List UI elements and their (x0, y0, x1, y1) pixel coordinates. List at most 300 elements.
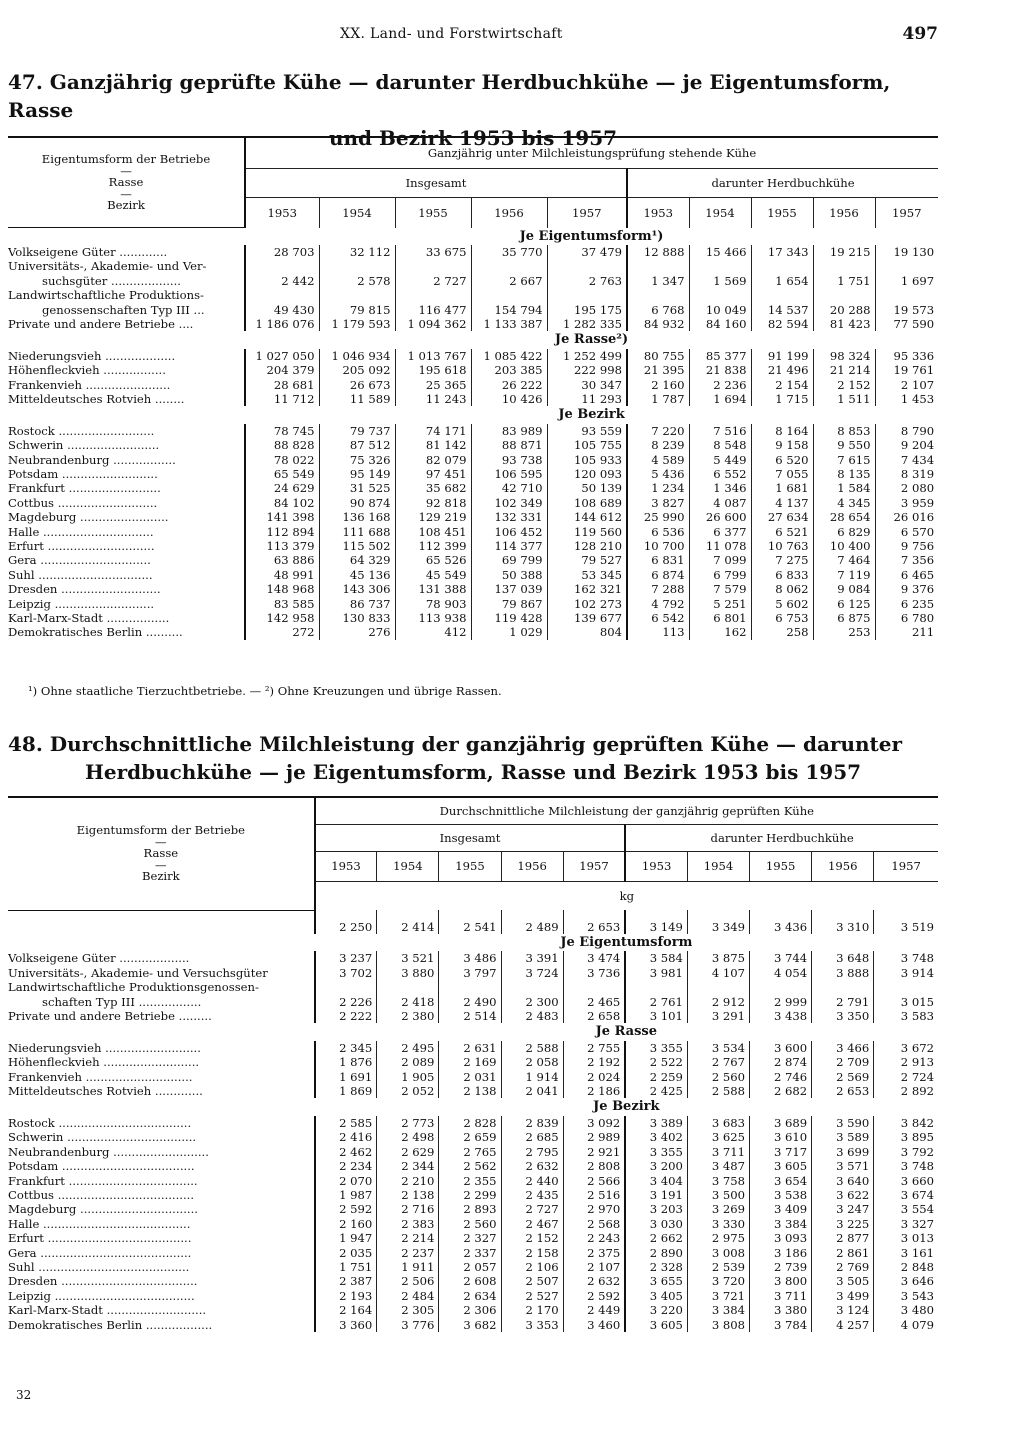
year-header: 1955 (751, 198, 813, 228)
cell-value: 80 755 (627, 349, 689, 363)
cell-value: 1 911 (377, 1260, 439, 1274)
cell-value: 11 243 (395, 392, 471, 406)
row-label: Cottbus ..................................... (8, 1187, 195, 1202)
cell-value: 20 288 (813, 303, 875, 317)
row-label: Suhl ......................................... (8, 1259, 190, 1274)
cell-value: 2 418 (377, 995, 439, 1009)
cell-value: 26 600 (689, 510, 751, 524)
group-header-herdbuch: darunter Herdbuchkühe (625, 825, 938, 852)
cell-value: 2 442 (245, 274, 319, 288)
table-row (8, 1274, 938, 1288)
cell-value: 8 790 (875, 424, 938, 438)
cell-value: 3 519 (874, 910, 938, 934)
year-header: 1955 (395, 198, 471, 228)
row-label: schaften Typ III ................. (42, 994, 202, 1009)
row-label: Demokratisches Berlin .......... (8, 625, 183, 640)
cell-value: 2 449 (563, 1303, 625, 1317)
row-label: Potsdam .......................... (8, 467, 158, 481)
cell-value: 8 319 (875, 467, 938, 481)
cell-value: 162 321 (547, 582, 627, 596)
row-label: Universitäts-, Akademie- und Ver- (8, 259, 207, 274)
cell-value: 106 595 (471, 467, 547, 481)
cell-value: 272 (245, 625, 319, 639)
cell-value (501, 980, 563, 994)
cell-value: 2 727 (501, 1202, 563, 1216)
cell-value: 3 436 (750, 910, 812, 934)
cell-value: 102 349 (471, 496, 547, 510)
cell-value: 53 345 (547, 568, 627, 582)
year-header: 1957 (563, 852, 625, 882)
cell-value: 78 022 (245, 453, 319, 467)
stub-header (8, 137, 245, 228)
table-row (8, 1070, 938, 1084)
cell-value (395, 259, 471, 273)
cell-value (377, 980, 439, 994)
cell-value: 3 092 (563, 1116, 625, 1130)
cell-value: 3 702 (315, 966, 377, 980)
row-label: Suhl ............................... (8, 567, 153, 582)
table-row (8, 1055, 938, 1069)
cell-value: 113 (627, 625, 689, 639)
cell-value: 2 765 (439, 1145, 501, 1159)
table-row (8, 424, 938, 438)
cell-value: 2 138 (439, 1084, 501, 1098)
cell-value: 3 327 (874, 1217, 938, 1231)
cell-value: 2 305 (377, 1303, 439, 1317)
table-row (8, 303, 938, 317)
cell-value: 2 769 (812, 1260, 874, 1274)
cell-value: 2 193 (315, 1289, 377, 1303)
cell-value: 3 590 (812, 1116, 874, 1130)
cell-value: 1 133 387 (471, 317, 547, 331)
cell-value: 2 222 (315, 1009, 377, 1023)
cell-value: 25 990 (627, 510, 689, 524)
cell-value: 3 505 (812, 1274, 874, 1288)
cell-value: 10 426 (471, 392, 547, 406)
cell-value: 253 (813, 625, 875, 639)
cell-value: 2 164 (315, 1303, 377, 1317)
cell-value: 2 566 (563, 1174, 625, 1188)
cell-value: 10 700 (627, 539, 689, 553)
cell-value: 32 112 (319, 245, 395, 259)
cell-value: 222 998 (547, 363, 627, 377)
year-header: 1955 (750, 852, 812, 882)
cell-value: 113 938 (395, 611, 471, 625)
table-row (8, 1145, 938, 1159)
cell-value: 3 797 (439, 966, 501, 980)
cell-value: 5 449 (689, 453, 751, 467)
table-row (8, 378, 938, 392)
cell-value: 6 874 (627, 568, 689, 582)
year-header: 1953 (245, 198, 319, 228)
table-row (8, 1318, 938, 1332)
row-label: Dresden ..................................... (8, 1274, 198, 1289)
cell-value: 3 605 (750, 1159, 812, 1173)
table-row (8, 553, 938, 567)
cell-value: 1 947 (315, 1231, 377, 1245)
cell-value: 2 989 (563, 1130, 625, 1144)
cell-value: 2 169 (439, 1055, 501, 1069)
section-heading-row (8, 228, 938, 245)
table-row-total (8, 910, 938, 934)
cell-value: 2 070 (315, 1174, 377, 1188)
cell-value: 3 360 (315, 1318, 377, 1332)
table-48-title (8, 730, 938, 786)
row-label: Rostock .................................... (8, 1115, 192, 1130)
table-47-footnote: ¹) Ohne staatliche Tierzuchtbetriebe. — ²) Ohne Kreuzungen und übrige Rassen. (28, 684, 502, 698)
cell-value: 112 894 (245, 525, 319, 539)
table-row (8, 1009, 938, 1023)
cell-value: 97 451 (395, 467, 471, 481)
cell-value: 6 536 (627, 525, 689, 539)
group-header-insgesamt: Insgesamt (315, 825, 626, 852)
cell-value: 26 016 (875, 510, 938, 524)
cell-value: 3 880 (377, 966, 439, 980)
table-row (8, 453, 938, 467)
cell-value: 3 521 (377, 951, 439, 965)
cell-value: 3 717 (750, 1145, 812, 1159)
cell-value: 3 384 (687, 1303, 749, 1317)
cell-value: 79 815 (319, 303, 395, 317)
cell-value: 3 655 (625, 1274, 687, 1288)
year-header: 1957 (875, 198, 938, 228)
cell-value: 2 089 (377, 1055, 439, 1069)
cell-value: 7 434 (875, 453, 938, 467)
cell-value (750, 980, 812, 994)
cell-value: 129 219 (395, 510, 471, 524)
cell-value: 2 632 (501, 1159, 563, 1173)
cell-value: 9 158 (751, 438, 813, 452)
cell-value: 10 049 (689, 303, 751, 317)
cell-value: 128 210 (547, 539, 627, 553)
cell-value: 2 890 (625, 1246, 687, 1260)
cell-value: 6 125 (813, 597, 875, 611)
cell-value: 6 542 (627, 611, 689, 625)
cell-value: 25 365 (395, 378, 471, 392)
cell-value: 65 526 (395, 553, 471, 567)
cell-value (439, 980, 501, 994)
cell-value: 105 755 (547, 438, 627, 452)
table-row (8, 349, 938, 363)
table-row (8, 1231, 938, 1245)
cell-value: 7 288 (627, 582, 689, 596)
cell-value: 2 489 (501, 910, 563, 934)
cell-value: 30 347 (547, 378, 627, 392)
cell-value (625, 980, 687, 994)
cell-value: 113 379 (245, 539, 319, 553)
cell-value: 2 299 (439, 1188, 501, 1202)
row-label: Erfurt ....................................... (8, 1231, 192, 1246)
cell-value: 3 534 (687, 1041, 749, 1055)
cell-value (812, 980, 874, 994)
cell-value: 7 464 (813, 553, 875, 567)
cell-value: 132 331 (471, 510, 547, 524)
cell-value: 3 674 (874, 1188, 938, 1202)
cell-value: 2 709 (812, 1055, 874, 1069)
cell-value: 2 913 (874, 1055, 938, 1069)
cell-value: 2 234 (315, 1159, 377, 1173)
cell-value: 8 548 (689, 438, 751, 452)
cell-value: 3 720 (687, 1274, 749, 1288)
cell-value: 11 589 (319, 392, 395, 406)
cell-value: 3 683 (687, 1116, 749, 1130)
row-label: Magdeburg ........................ (8, 510, 169, 525)
cell-value: 2 170 (501, 1303, 563, 1317)
cell-value: 6 833 (751, 568, 813, 582)
cell-value: 2 041 (501, 1084, 563, 1098)
cell-value: 2 746 (750, 1070, 812, 1084)
cell-value: 2 892 (874, 1084, 938, 1098)
cell-value: 2 355 (439, 1174, 501, 1188)
cell-value: 2 861 (812, 1246, 874, 1260)
cell-value: 205 092 (319, 363, 395, 377)
cell-value: 2 440 (501, 1174, 563, 1188)
cell-value: 2 592 (315, 1202, 377, 1216)
row-label: Magdeburg ................................ (8, 1202, 198, 1217)
cell-value: 4 079 (874, 1318, 938, 1332)
cell-value: 3 682 (439, 1318, 501, 1332)
cell-value: 3 355 (625, 1041, 687, 1055)
cell-value: 19 573 (875, 303, 938, 317)
cell-value: 3 583 (874, 1009, 938, 1023)
table-row (8, 582, 938, 596)
year-header: 1957 (547, 198, 627, 228)
cell-value: 2 259 (625, 1070, 687, 1084)
cell-value: 2 839 (501, 1116, 563, 1130)
cell-value: 2 970 (563, 1202, 625, 1216)
cell-value: 3 486 (439, 951, 501, 965)
table-row (8, 317, 938, 331)
cell-value: 6 520 (751, 453, 813, 467)
cell-value: 1 453 (875, 392, 938, 406)
year-header: 1953 (627, 198, 689, 228)
cell-value: 1 511 (813, 392, 875, 406)
cell-value: 3 350 (812, 1009, 874, 1023)
cell-value: 143 306 (319, 582, 395, 596)
cell-value: 1 697 (875, 274, 938, 288)
row-label: Höhenfleckvieh .......................... (8, 1055, 200, 1070)
cell-value: 1 914 (501, 1070, 563, 1084)
stub-header-dash: — (120, 187, 132, 201)
cell-value: 3 571 (812, 1159, 874, 1173)
cell-value: 3 391 (501, 951, 563, 965)
row-label: Neubrandenburg ................. (8, 452, 176, 467)
cell-value: 3 784 (750, 1318, 812, 1332)
cell-value (315, 980, 377, 994)
cell-value: 1 027 050 (245, 349, 319, 363)
cell-value: 106 452 (471, 525, 547, 539)
cell-value: 2 192 (563, 1055, 625, 1069)
year-header: 1954 (377, 852, 439, 882)
cell-value: 2 380 (377, 1009, 439, 1023)
cell-value: 141 398 (245, 510, 319, 524)
cell-value (689, 288, 751, 302)
section-heading-stub (8, 1098, 315, 1115)
cell-value: 90 874 (319, 496, 395, 510)
row-label: Landwirtschaftliche Produktionsgenossen- (8, 980, 259, 995)
cell-value: 17 343 (751, 245, 813, 259)
cell-value: 2 484 (377, 1289, 439, 1303)
cell-value: 3 622 (812, 1188, 874, 1202)
stub-header-line1: Eigentumsform der Betriebe (76, 823, 246, 838)
stub-header-dash: — (120, 164, 132, 178)
row-label: Demokratisches Berlin .................. (8, 1317, 213, 1332)
cell-value: 3 808 (687, 1318, 749, 1332)
cell-value: 63 886 (245, 553, 319, 567)
cell-value: 1 094 362 (395, 317, 471, 331)
cell-value: 1 234 (627, 481, 689, 495)
table-row (8, 510, 938, 524)
cell-value: 3 149 (625, 910, 687, 934)
table-row (8, 980, 938, 994)
cell-value: 108 451 (395, 525, 471, 539)
cell-value: 3 438 (750, 1009, 812, 1023)
cell-value: 4 087 (689, 496, 751, 510)
cell-value: 2 490 (439, 995, 501, 1009)
cell-value: 3 402 (625, 1130, 687, 1144)
row-label: Frankfurt ................................... (8, 1173, 198, 1188)
table-48-title-line2: Herdbuchkühe — je Eigentumsform, Rasse und Bezirk 1953 bis 1957 (84, 760, 862, 784)
cell-value: 2 631 (439, 1041, 501, 1055)
cell-value: 6 875 (813, 611, 875, 625)
table-47 (8, 136, 938, 640)
cell-value: 120 093 (547, 467, 627, 481)
cell-value: 2 080 (875, 481, 938, 495)
cell-value: 28 703 (245, 245, 319, 259)
cell-value (547, 288, 627, 302)
cell-value: 7 220 (627, 424, 689, 438)
cell-value: 2 467 (501, 1217, 563, 1231)
cell-value (395, 288, 471, 302)
cell-value: 6 377 (689, 525, 751, 539)
cell-value: 2 344 (377, 1159, 439, 1173)
cell-value: 2 383 (377, 1217, 439, 1231)
unit-label: kg (315, 882, 938, 911)
cell-value: 6 465 (875, 568, 938, 582)
running-head (0, 26, 1024, 46)
cell-value: 2 653 (812, 1084, 874, 1098)
cell-value: 5 602 (751, 597, 813, 611)
cell-value: 26 222 (471, 378, 547, 392)
cell-value: 14 537 (751, 303, 813, 317)
cell-value: 2 250 (315, 910, 377, 934)
cell-value: 2 795 (501, 1145, 563, 1159)
cell-value: 2 345 (315, 1041, 377, 1055)
cell-value: 2 588 (501, 1041, 563, 1055)
row-label: Private und andere Betriebe ......... (8, 1009, 212, 1024)
cell-value: 2 425 (625, 1084, 687, 1098)
cell-value: 2 031 (439, 1070, 501, 1084)
cell-value: 3 380 (750, 1303, 812, 1317)
cell-value: 3 842 (874, 1116, 938, 1130)
cell-value: 35 770 (471, 245, 547, 259)
table-row (8, 1202, 938, 1216)
cell-value: 6 552 (689, 467, 751, 481)
cell-value: 9 084 (813, 582, 875, 596)
cell-value: 26 673 (319, 378, 395, 392)
cell-value: 3 689 (750, 1116, 812, 1130)
cell-value: 3 225 (812, 1217, 874, 1231)
cell-value: 3 013 (874, 1231, 938, 1245)
cell-value: 95 336 (875, 349, 938, 363)
table-row (8, 1260, 938, 1274)
cell-value: 2 541 (439, 910, 501, 934)
table-row (8, 1084, 938, 1098)
cell-value: 6 831 (627, 553, 689, 567)
cell-value: 45 549 (395, 568, 471, 582)
cell-value: 2 107 (875, 378, 938, 392)
cell-value: 142 958 (245, 611, 319, 625)
cell-value: 2 585 (315, 1116, 377, 1130)
row-label: Leipzig ........................... (8, 596, 155, 611)
section-heading: Je Eigentumsform (560, 935, 693, 950)
cell-value: 8 164 (751, 424, 813, 438)
cell-value: 2 727 (395, 274, 471, 288)
cell-value: 93 738 (471, 453, 547, 467)
cell-value (813, 288, 875, 302)
cell-value: 8 239 (627, 438, 689, 452)
row-label: Frankenvieh ....................... (8, 377, 171, 392)
cell-value: 137 039 (471, 582, 547, 596)
cell-value: 154 794 (471, 303, 547, 317)
table-row (8, 496, 938, 510)
row-label: Private und andere Betriebe .... (8, 316, 194, 331)
cell-value: 2 465 (563, 995, 625, 1009)
cell-value: 2 236 (689, 378, 751, 392)
cell-value: 3 353 (501, 1318, 563, 1332)
cell-value: 88 871 (471, 438, 547, 452)
cell-value: 2 975 (687, 1231, 749, 1245)
cell-value: 108 689 (547, 496, 627, 510)
cell-value: 3 220 (625, 1303, 687, 1317)
cell-value: 1 085 422 (471, 349, 547, 363)
cell-value: 1 691 (315, 1070, 377, 1084)
section-heading-stub (8, 406, 245, 423)
cell-value: 3 711 (750, 1289, 812, 1303)
row-label: Erfurt ............................. (8, 539, 155, 554)
section-heading-row (8, 406, 938, 423)
cell-value: 2 912 (687, 995, 749, 1009)
cell-value: 50 388 (471, 568, 547, 582)
cell-value: 21 214 (813, 363, 875, 377)
cell-value: 84 102 (245, 496, 319, 510)
row-label: Landwirtschaftliche Produktions- (8, 288, 204, 303)
cell-value: 3 030 (625, 1217, 687, 1231)
section-heading: Je Bezirk (593, 1099, 660, 1115)
cell-value: 19 761 (875, 363, 938, 377)
cell-value: 3 349 (687, 910, 749, 934)
cell-value (547, 259, 627, 273)
cell-value: 3 186 (750, 1246, 812, 1260)
cell-value: 412 (395, 625, 471, 639)
table-row (8, 288, 938, 302)
cell-value: 2 435 (501, 1188, 563, 1202)
cell-value: 3 699 (812, 1145, 874, 1159)
section-heading-stub (8, 228, 245, 245)
cell-value: 4 107 (687, 966, 749, 980)
cell-value: 4 054 (750, 966, 812, 980)
cell-value: 2 685 (501, 1130, 563, 1144)
cell-value: 95 149 (319, 467, 395, 481)
cell-value: 3 584 (625, 951, 687, 965)
cell-value: 7 579 (689, 582, 751, 596)
footer-page-number: 32 (16, 1388, 32, 1402)
cell-value: 3 191 (625, 1188, 687, 1202)
cell-value: 9 550 (813, 438, 875, 452)
cell-value: 3 827 (627, 496, 689, 510)
cell-value: 2 052 (377, 1084, 439, 1098)
cell-value: 3 981 (625, 966, 687, 980)
